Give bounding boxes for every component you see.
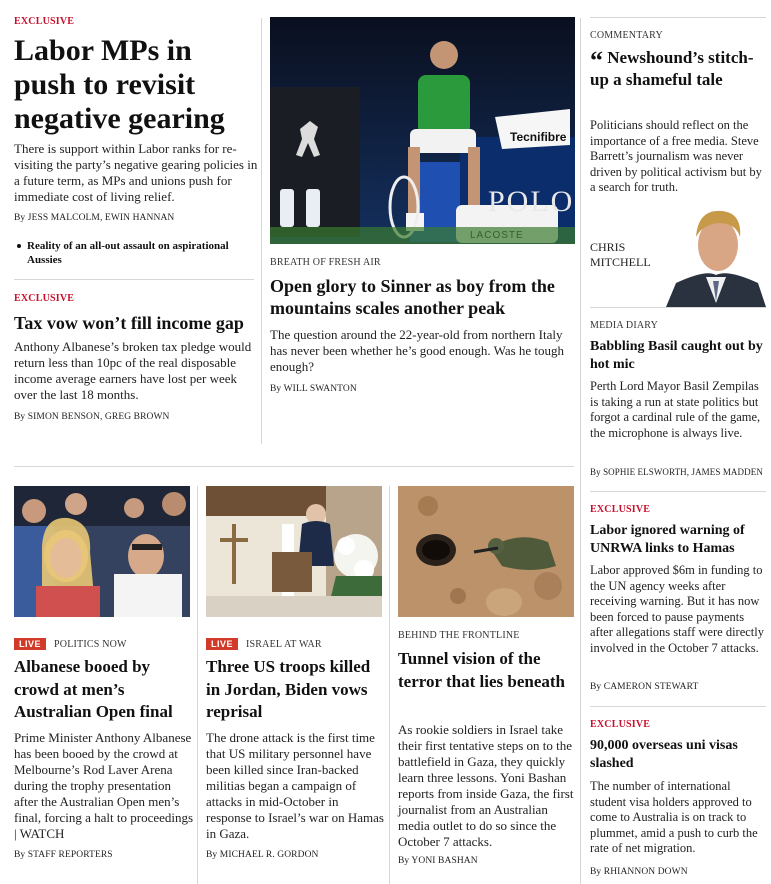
- visas-kicker: EXCLUSIVE: [590, 719, 651, 730]
- albanese-summary: Prime Minister Anthony Albanese has been booed by the crowd at Melbourne’s Rod Laver Arena during the trophy presentation after the Australian Open men’s final, forcing a halt to proceedings | WATCH: [14, 730, 194, 841]
- bullet-icon: [17, 244, 21, 248]
- albanese-headline[interactable]: Albanese booed by crowd at men’s Australian Open final: [14, 657, 173, 721]
- tunnel-headline[interactable]: Tunnel vision of the terror that lies beneath: [398, 649, 565, 691]
- basil-byline: By SOPHIE ELSWORTH, JAMES MADDEN: [590, 467, 763, 477]
- divider-row2: [14, 466, 574, 467]
- divider-right-top: [590, 17, 766, 18]
- lead-summary: There is support within Labor ranks for re-visiting the party’s negative gearing policies in a future term, as MPs and unions push for immediate cost of living relief.: [14, 141, 258, 204]
- jordan-byline: By MICHAEL R. GORDON: [206, 850, 319, 860]
- visas-summary: The number of international student visa holders approved to come to Australia is on track to plummet, amid a push to curb the rate of net migration.: [590, 779, 758, 855]
- lead-related-link[interactable]: Reality of an all-out assault on aspirational Aussies: [27, 240, 229, 266]
- author-avatar: [666, 203, 766, 307]
- tunnel-kicker: BEHIND THE FRONTLINE: [398, 630, 520, 641]
- tennis-kicker: BREATH OF FRESH AIR: [270, 257, 381, 268]
- jordan-kicker: ISRAEL AT WAR: [246, 639, 322, 650]
- unrwa-byline: By CAMERON STEWART: [590, 682, 699, 692]
- divider-right-3: [590, 706, 766, 707]
- tunnel-photo[interactable]: [398, 486, 574, 617]
- svg-text:Tecnifibre: Tecnifibre: [510, 130, 567, 144]
- commentary-summary: Politicians should reflect on the importance of a free media. Steve Barrett’s journalism was never driven by political activism but by a search for truth.: [590, 118, 762, 194]
- biden-photo[interactable]: [206, 486, 382, 617]
- tennis-headline[interactable]: Open glory to Sinner as boy from the mountains scales another peak: [270, 276, 555, 318]
- tennis-byline: By WILL SWANTON: [270, 384, 357, 394]
- lead-kicker: EXCLUSIVE: [14, 16, 75, 27]
- tennis-photo-illustration: [270, 17, 575, 244]
- divider-row2-b: [389, 486, 390, 884]
- divider-right-2: [590, 491, 766, 492]
- visas-byline: By RHIANNON DOWN: [590, 867, 688, 877]
- unrwa-kicker: EXCLUSIVE: [590, 504, 651, 515]
- lead-headline[interactable]: Labor MPs in push to revisit negative gearing: [14, 34, 225, 135]
- tax-byline: By SIMON BENSON, GREG BROWN: [14, 412, 170, 422]
- lead-byline: By JESS MALCOLM, EWIN HANNAN: [14, 213, 175, 223]
- basil-kicker: MEDIA DIARY: [590, 320, 659, 331]
- lead-related-item[interactable]: [14, 239, 254, 267]
- divider-row2-a: [197, 486, 198, 884]
- tunnel-summary: As rookie soldiers in Israel take their first tentative steps on to the battlefield in Gaza, they quickly learn three lessons. Yoni Bashan reports from inside Gaza, the first journalist from an Australian media outlet to do so since the October 7 attacks.: [398, 722, 574, 849]
- jordan-tagline: [206, 634, 322, 652]
- commentary-headline[interactable]: “ Newshound’s stitch-up a shameful tale: [590, 46, 754, 89]
- quote-icon: “: [590, 46, 603, 75]
- divider-col1: [261, 18, 262, 444]
- albanese-photo[interactable]: [14, 486, 190, 617]
- live-badge: LIVE: [206, 638, 238, 650]
- basil-summary: Perth Lord Mayor Basil Zempilas is taking a run at state politics but forgot a cardinal rule of the game, the microphone is always live.: [590, 379, 761, 440]
- divider-right-1: [590, 307, 766, 308]
- commentary-author: CHRIS MITCHELL: [590, 240, 651, 269]
- tax-headline[interactable]: Tax vow won’t fill income gap: [14, 313, 244, 333]
- visas-headline[interactable]: 90,000 overseas uni visas slashed: [590, 738, 738, 771]
- jordan-headline[interactable]: Three US troops killed in Jordan, Biden vows reprisal: [206, 657, 371, 721]
- commentary-kicker: COMMENTARY: [590, 30, 663, 41]
- live-badge: LIVE: [14, 638, 46, 650]
- tunnel-byline: By YONI BASHAN: [398, 856, 478, 866]
- albanese-byline: By STAFF REPORTERS: [14, 850, 113, 860]
- divider-col3: [580, 18, 581, 884]
- tax-kicker: EXCLUSIVE: [14, 293, 75, 304]
- svg-text:POLO: POLO: [488, 185, 575, 218]
- tennis-summary: The question around the 22-year-old from northern Italy has never been whether he’s good enough. Was he tough enough?: [270, 327, 565, 374]
- unrwa-summary: Labor approved $6m in funding to the UN agency weeks after receiving warning. But it has now been forced to pause payments after allegations staff were directly involved in the October 7 attacks.: [590, 563, 764, 655]
- basil-headline[interactable]: Babbling Basil caught out by hot mic: [590, 339, 763, 372]
- tennis-photo[interactable]: [270, 17, 575, 244]
- tax-summary: Anthony Albanese’s broken tax pledge would return less than 10pc of the real disposable income average earners have lost per week over the last 18 months.: [14, 339, 252, 402]
- unrwa-headline[interactable]: Labor ignored warning of UNRWA links to Hamas: [590, 523, 745, 556]
- divider-lead-tax: [14, 279, 254, 280]
- jordan-summary: The drone attack is the first time that US military personnel have been killed since Iran-backed militias began a campaign of attacks in mid-October in response to Israel’s war on Hamas in Gaza.: [206, 730, 384, 841]
- albanese-kicker: POLITICS NOW: [54, 639, 127, 650]
- albanese-tagline: [14, 634, 127, 652]
